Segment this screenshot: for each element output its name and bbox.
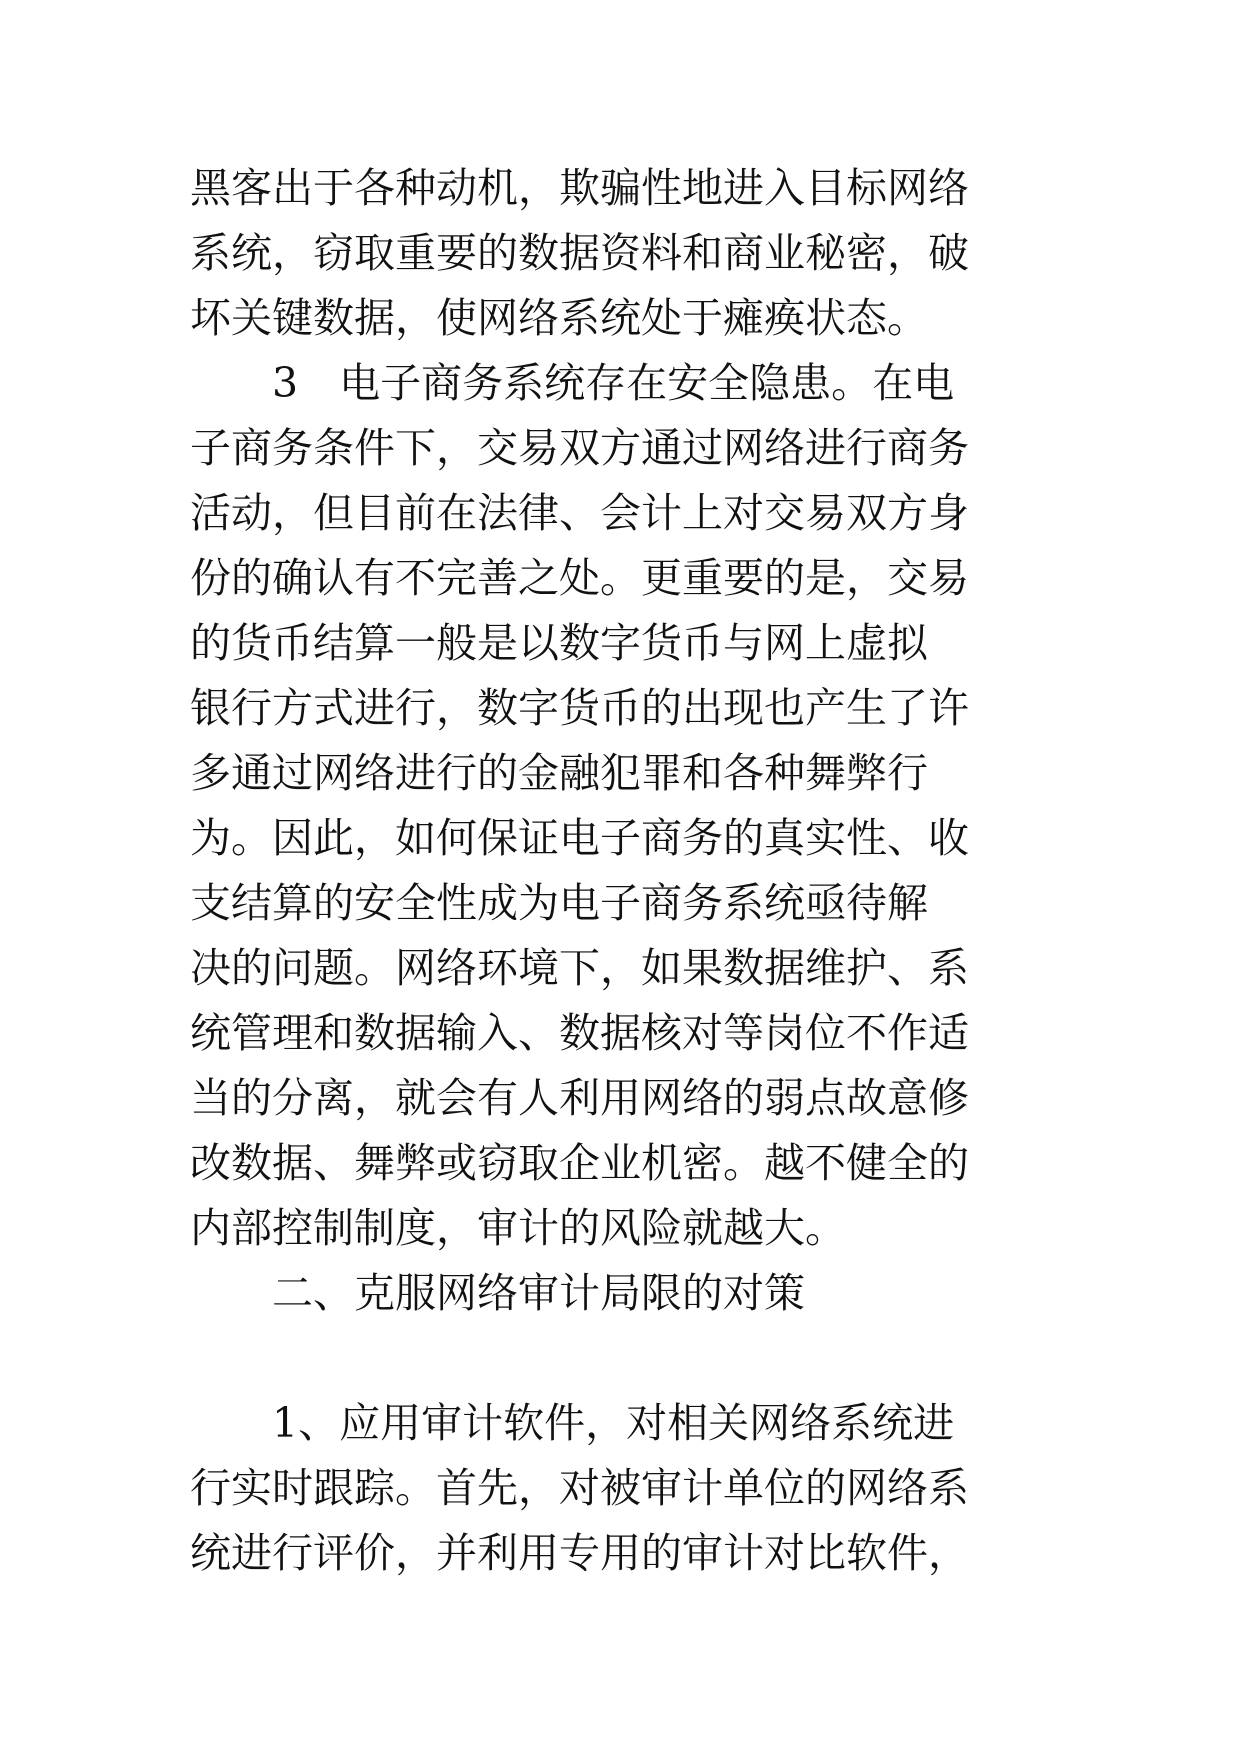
text-line: 份的确认有不完善之处。更重要的是，交易: [190, 554, 969, 602]
text-line: 行实时跟踪。首先，对被审计单位的网络系: [190, 1464, 969, 1512]
text-line: 支结算的安全性成为电子商务系统亟待解: [190, 879, 928, 927]
text-line: 子商务条件下，交易双方通过网络进行商务: [190, 424, 969, 472]
text-line: 为。因此，如何保证电子商务的真实性、收: [190, 814, 969, 862]
text-line: 统进行评价，并利用专用的审计对比软件，: [190, 1529, 969, 1577]
text-line: 活动，但目前在法律、会计上对交易双方身: [190, 489, 969, 537]
text-line: 系统，窃取重要的数据资料和商业秘密，破: [190, 229, 969, 277]
text-line: 3 电子商务系统存在安全隐患。在电: [190, 359, 955, 407]
text-line: 统管理和数据输入、数据核对等岗位不作适: [190, 1009, 969, 1057]
text-line: 内部控制制度，审计的风险就越大。: [190, 1204, 846, 1252]
section-heading: 二、克服网络审计局限的对策: [190, 1269, 805, 1317]
text-line: 当的分离，就会有人利用网络的弱点故意修: [190, 1074, 969, 1122]
text-line: 银行方式进行，数字货币的出现也产生了许: [190, 684, 969, 732]
text-line: 改数据、舞弊或窃取企业机密。越不健全的: [190, 1139, 969, 1187]
text-line: 决的问题。网络环境下，如果数据维护、系: [190, 944, 969, 992]
text-line: 的货币结算一般是以数字货币与网上虚拟: [190, 619, 928, 667]
text-line: 黑客出于各种动机，欺骗性地进入目标网络: [190, 164, 969, 212]
text-line: 1、应用审计软件，对相关网络系统进: [190, 1399, 955, 1447]
text-line: 坏关键数据，使网络系统处于瘫痪状态。: [190, 294, 928, 342]
text-line: 多通过网络进行的金融犯罪和各种舞弊行: [190, 749, 928, 797]
